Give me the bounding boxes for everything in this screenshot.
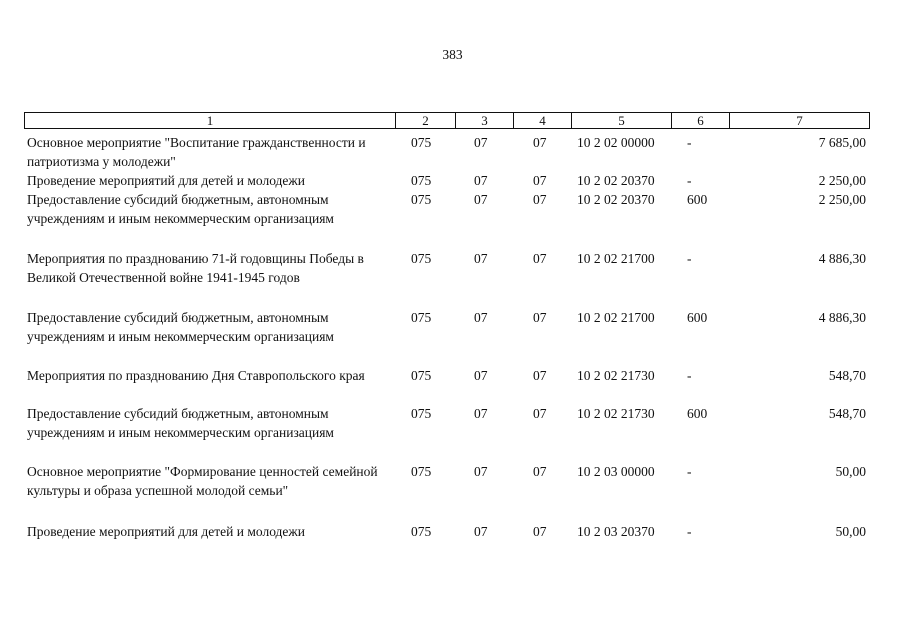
row-col-5: 10 2 02 20370 <box>577 192 655 207</box>
row-col-7: 2 250,00 <box>818 173 866 188</box>
row-col-5: 10 2 03 20370 <box>577 524 655 539</box>
row-col-6: 600 <box>687 310 708 325</box>
row-col-3: 07 <box>474 192 488 207</box>
row-col-7: 7 685,00 <box>818 135 866 150</box>
header-col-3: 3 <box>455 113 513 128</box>
row-col-2: 075 <box>411 406 432 421</box>
row-col-3: 07 <box>474 524 488 539</box>
header-col-2: 2 <box>395 113 455 128</box>
row-col-6: - <box>687 464 692 479</box>
header-col-5: 5 <box>571 113 671 128</box>
row-col-2: 075 <box>411 368 432 383</box>
row-name: Предоставление субсидий бюджетным, автономным учреждениям и иным некоммерческим организациям <box>27 310 334 344</box>
row-col-7: 548,70 <box>828 368 866 383</box>
row-col-2: 075 <box>411 135 432 150</box>
row-name: Проведение мероприятий для детей и молодежи <box>27 524 305 539</box>
row-col-6: - <box>687 524 692 539</box>
row-col-3: 07 <box>474 310 488 325</box>
row-col-2: 075 <box>411 310 432 325</box>
row-col-4: 07 <box>533 524 547 539</box>
row-col-4: 07 <box>533 406 547 421</box>
row-name: Мероприятия по празднованию Дня Ставропольского края <box>27 368 365 383</box>
row-col-4: 07 <box>533 464 547 479</box>
row-col-4: 07 <box>533 135 547 150</box>
row-col-4: 07 <box>533 251 547 266</box>
row-col-5: 10 2 02 00000 <box>577 135 655 150</box>
row-col-3: 07 <box>474 464 488 479</box>
row-col-7: 50,00 <box>835 524 866 539</box>
row-name: Мероприятия по празднованию 71-й годовщины Победы в Великой Отечественной войне 1941-1945 годов <box>27 251 364 285</box>
row-name: Основное мероприятие "Воспитание гражданственности и патриотизма у молодежи" <box>27 135 366 169</box>
row-name: Проведение мероприятий для детей и молодежи <box>27 173 305 188</box>
row-col-2: 075 <box>411 192 432 207</box>
header-col-4: 4 <box>513 113 571 128</box>
page-number: 383 <box>442 47 463 62</box>
table-header <box>24 112 870 129</box>
row-col-3: 07 <box>474 406 488 421</box>
row-col-3: 07 <box>474 173 488 188</box>
row-col-5: 10 2 02 21700 <box>577 251 655 266</box>
row-name: Предоставление субсидий бюджетным, автономным учреждениям и иным некоммерческим организациям <box>27 192 334 226</box>
row-col-7: 4 886,30 <box>818 251 866 266</box>
row-col-4: 07 <box>533 192 547 207</box>
row-col-5: 10 2 02 21700 <box>577 310 655 325</box>
header-col-6: 6 <box>671 113 729 128</box>
row-name: Предоставление субсидий бюджетным, автономным учреждениям и иным некоммерческим организациям <box>27 406 334 440</box>
row-col-7: 2 250,00 <box>818 192 866 207</box>
row-col-7: 50,00 <box>835 464 866 479</box>
row-col-7: 548,70 <box>828 406 866 421</box>
row-col-4: 07 <box>533 310 547 325</box>
row-col-2: 075 <box>411 464 432 479</box>
row-col-6: 600 <box>687 406 708 421</box>
row-col-2: 075 <box>411 251 432 266</box>
row-name: Основное мероприятие "Формирование ценностей семейной культуры и образа успешной молодой семьи" <box>27 464 378 498</box>
row-col-4: 07 <box>533 368 547 383</box>
row-col-7: 4 886,30 <box>818 310 866 325</box>
row-col-5: 10 2 02 20370 <box>577 173 655 188</box>
row-col-6: 600 <box>687 192 708 207</box>
row-col-2: 075 <box>411 524 432 539</box>
row-col-5: 10 2 03 00000 <box>577 464 655 479</box>
row-col-4: 07 <box>533 173 547 188</box>
row-col-3: 07 <box>474 368 488 383</box>
row-col-6: - <box>687 251 692 266</box>
row-col-6: - <box>687 368 692 383</box>
row-col-3: 07 <box>474 135 488 150</box>
row-col-3: 07 <box>474 251 488 266</box>
row-col-6: - <box>687 135 692 150</box>
row-col-6: - <box>687 173 692 188</box>
header-col-1: 1 <box>206 113 214 128</box>
header-col-7: 7 <box>729 113 869 128</box>
row-col-2: 075 <box>411 173 432 188</box>
row-col-5: 10 2 02 21730 <box>577 368 655 383</box>
row-col-5: 10 2 02 21730 <box>577 406 655 421</box>
